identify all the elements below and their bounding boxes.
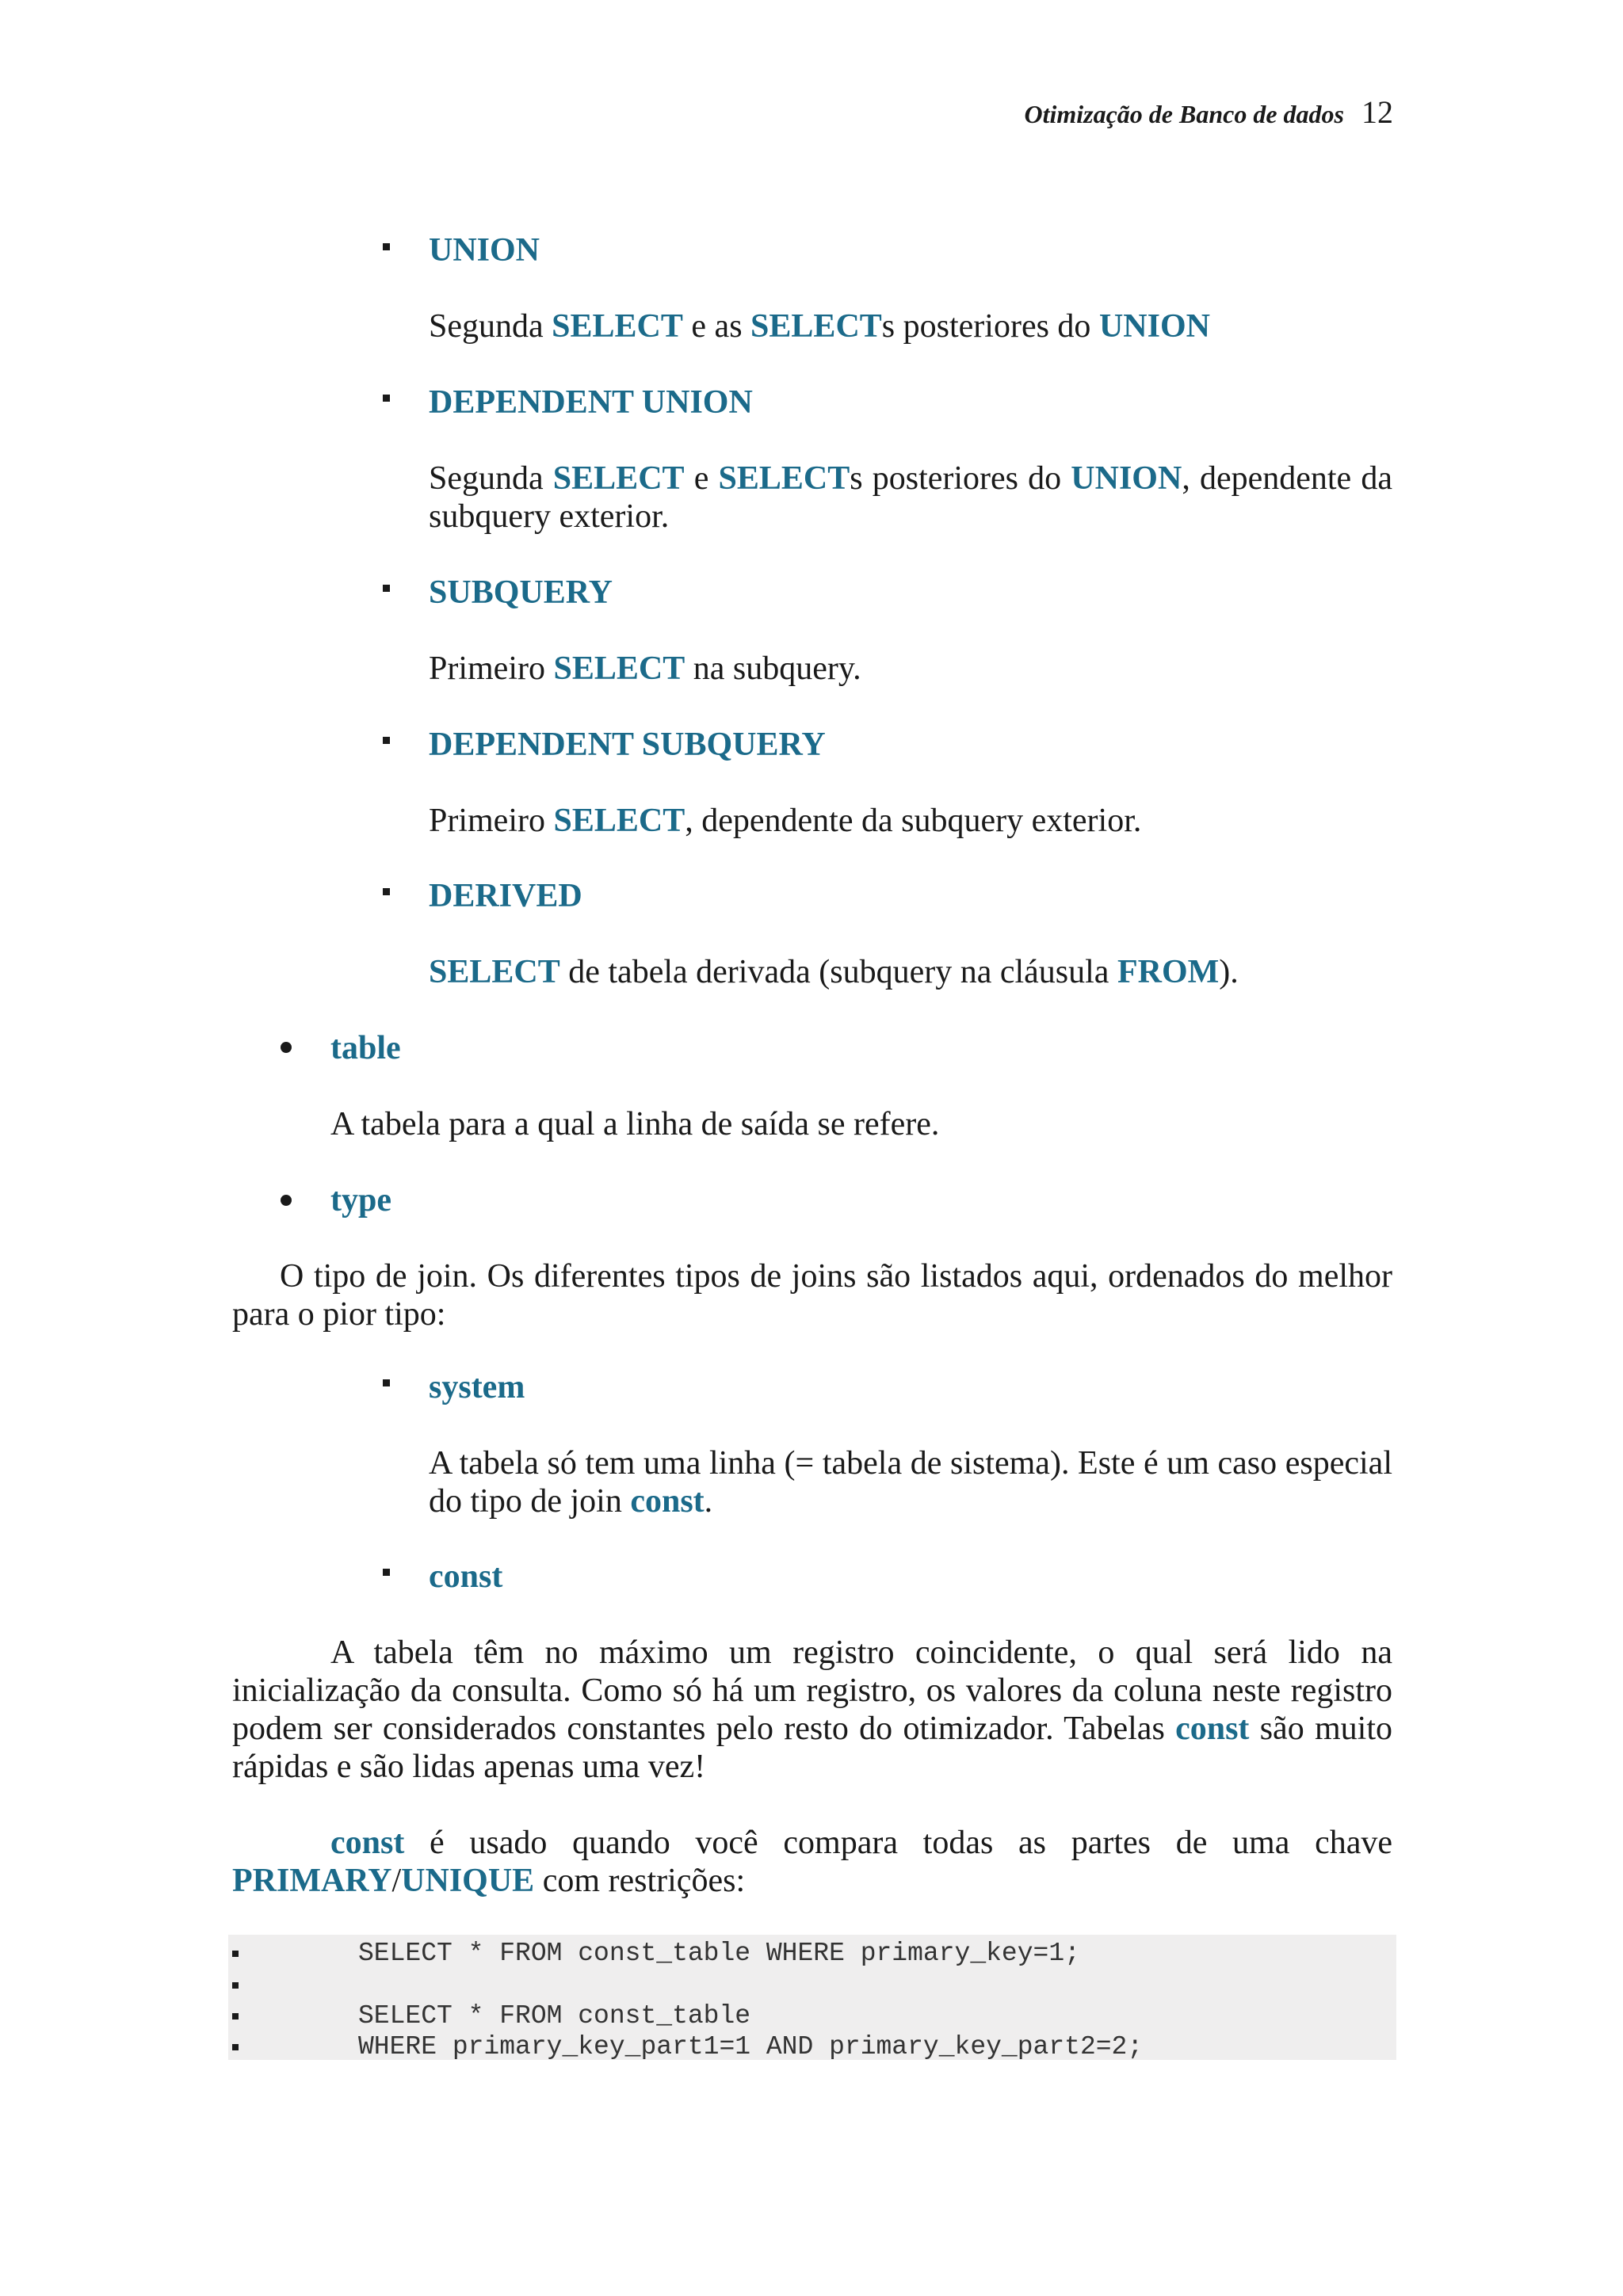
column-type-term: type (330, 1182, 391, 1219)
select-type-derived: DERIVED (429, 878, 582, 914)
type-intro-line1: O tipo de join. Os diferentes tipos de joins são listados aqui, ordenados do melhor (280, 1258, 1392, 1295)
dependent-subquery-description: Primeiro SELECT, dependente da subquery exterior. (429, 803, 1142, 839)
column-table-description: A tabela para a qual a linha de saída se refere. (330, 1106, 940, 1142)
const-usage-line1: const é usado quando você compara todas as partes de uma chave (330, 1825, 1392, 1861)
code-line: SELECT * FROM const_table (358, 2001, 751, 2031)
const-paragraph-line2: inicialização da consulta. Como só há um registro, os valores da coluna neste registro (232, 1672, 1392, 1709)
system-description-line1: A tabela só tem uma linha (= tabela de sistema). Este é um caso especial (429, 1445, 1392, 1482)
square-bullet-icon (232, 2013, 239, 2019)
code-line: SELECT * FROM const_table WHERE primary_key=1; (358, 1939, 1080, 1968)
type-intro-line2: para o pior tipo: (232, 1296, 446, 1333)
square-bullet-icon (232, 1982, 239, 1989)
system-description-line2: do tipo de join const. (429, 1483, 713, 1520)
square-bullet-icon (383, 585, 390, 592)
square-bullet-icon (383, 888, 390, 895)
square-bullet-icon (383, 243, 390, 250)
square-bullet-icon (383, 1379, 390, 1386)
const-usage-line2: PRIMARY/UNIQUE com restrições: (232, 1863, 746, 1899)
dependent-union-description-line2: subquery exterior. (429, 498, 670, 535)
square-bullet-icon (232, 2044, 239, 2050)
const-paragraph-line1: A tabela têm no máximo um registro coincidente, o qual será lido na (330, 1634, 1392, 1671)
join-type-const: const (429, 1558, 503, 1595)
select-type-union: UNION (429, 232, 540, 269)
header-title: Otimização de Banco de dados (1024, 100, 1344, 128)
subquery-description: Primeiro SELECT na subquery. (429, 650, 861, 687)
square-bullet-icon (383, 737, 390, 744)
select-type-dependent-union: DEPENDENT UNION (429, 384, 753, 421)
column-table-term: table (330, 1030, 401, 1066)
dependent-union-description-line1: Segunda SELECT e SELECTs posteriores do UNION, dependente da (429, 460, 1392, 497)
const-paragraph-line4: rápidas e são lidas apenas uma vez! (232, 1749, 706, 1785)
code-line: WHERE primary_key_part1=1 AND primary_key_part2=2; (358, 2032, 1144, 2061)
select-type-subquery: SUBQUERY (429, 574, 613, 611)
square-bullet-icon (232, 1951, 239, 1957)
square-bullet-icon (383, 395, 390, 402)
page-number: 12 (1361, 94, 1393, 130)
round-bullet-icon (281, 1042, 292, 1053)
select-type-dependent-subquery: DEPENDENT SUBQUERY (429, 727, 826, 763)
round-bullet-icon (281, 1195, 292, 1206)
union-description: Segunda SELECT e as SELECTs posteriores do UNION (429, 308, 1210, 345)
derived-description: SELECT de tabela derivada (subquery na cláusula FROM). (429, 954, 1239, 990)
page-header (1024, 93, 1393, 131)
const-paragraph-line3: podem ser considerados constantes pelo resto do otimizador. Tabelas const são muito (232, 1711, 1392, 1747)
square-bullet-icon (383, 1569, 390, 1576)
join-type-system: system (429, 1369, 525, 1405)
